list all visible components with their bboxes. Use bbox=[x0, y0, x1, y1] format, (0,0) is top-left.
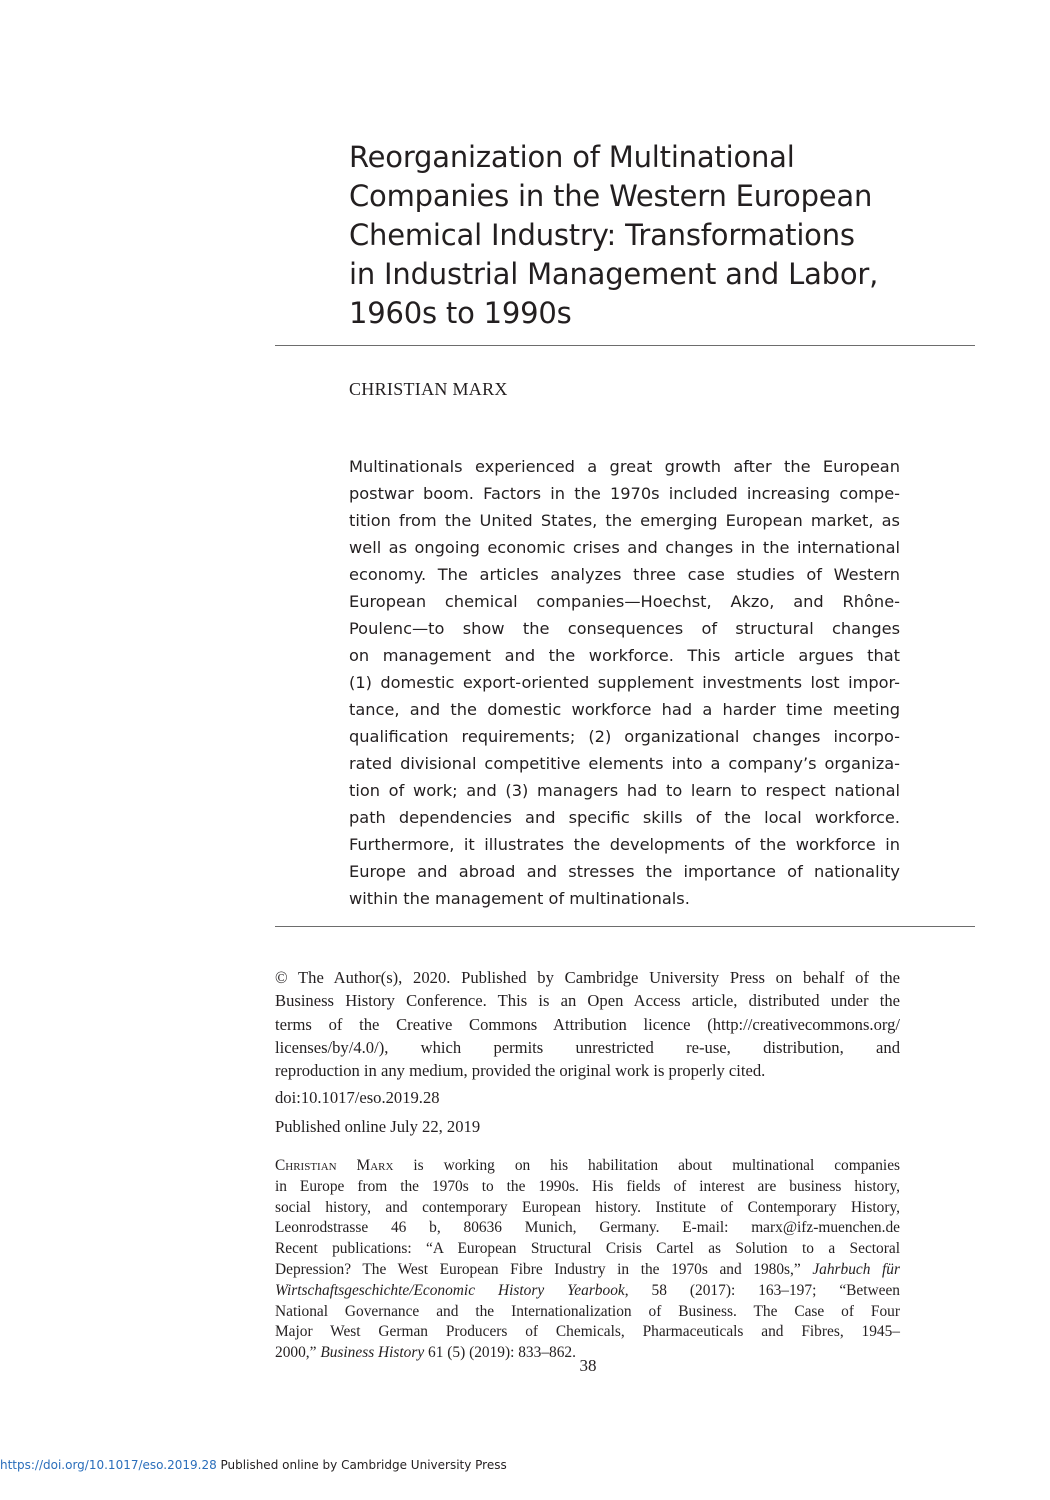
title-line: Companies in the Western European bbox=[349, 179, 873, 213]
bio-text: Depression? The West European Fibre Industry in the 1970s and 1980s,” bbox=[275, 1260, 813, 1278]
abstract-line: within the management of multinationals. bbox=[349, 889, 690, 908]
notice-line: reproduction in any medium, provided the original work is properly cited. bbox=[275, 1061, 766, 1081]
bio-text: is working on his habilitation about multinational companies bbox=[393, 1157, 901, 1174]
bio-text: , 58 (2017): 163–197; “Between bbox=[624, 1281, 900, 1299]
bio-line: social history, and contemporary European history. Institute of Contemporary History, bbox=[275, 1198, 900, 1216]
bio-text: 61 (5) (2019): 833–862. bbox=[424, 1344, 576, 1362]
title-line: 1960s to 1990s bbox=[349, 296, 572, 330]
notice-line: Business History Conference. This is an Open Access article, distributed under the bbox=[275, 991, 900, 1011]
abstract-line: well as ongoing economic crises and changes in the international bbox=[349, 538, 900, 557]
publication-date: Published online July 22, 2019 bbox=[275, 1117, 481, 1136]
article-title bbox=[349, 138, 949, 333]
notice-line: terms of the Creative Commons Attribution licence (http://creativecommons.org/ bbox=[275, 1014, 900, 1034]
abstract-divider bbox=[275, 926, 975, 927]
author-bio bbox=[275, 1156, 900, 1364]
bio-line bbox=[275, 1156, 900, 1177]
journal-title: Jahrbuch für bbox=[812, 1260, 900, 1278]
abstract-line: postwar boom. Factors in the 1970s included increasing compe- bbox=[349, 484, 900, 503]
abstract-line: Poulenc—to show the consequences of structural changes bbox=[349, 619, 900, 638]
abstract-line: Europe and abroad and stresses the importance of nationality bbox=[349, 862, 900, 881]
abstract-line: tion of work; and (3) managers had to learn to respect national bbox=[349, 781, 900, 800]
journal-title: Business History bbox=[320, 1344, 425, 1362]
doi-link[interactable]: https://doi.org/10.1017/eso.2019.28 bbox=[0, 1458, 217, 1472]
page-number: 38 bbox=[579, 1356, 597, 1375]
abstract-line: rated divisional competitive elements into a company’s organiza- bbox=[349, 754, 900, 773]
title-line: Reorganization of Multinational bbox=[349, 140, 795, 174]
bio-line: Major West German Producers of Chemicals, Pharmaceuticals and Fibres, 1945– bbox=[275, 1323, 900, 1341]
abstract-line: path dependencies and specific skills of the local workforce. bbox=[349, 808, 900, 827]
title-divider bbox=[275, 345, 975, 346]
bio-line bbox=[275, 1260, 900, 1281]
bio-line: National Governance and the Internationalization of Business. The Case of Four bbox=[275, 1302, 900, 1320]
abstract-line: European chemical companies—Hoechst, Akzo, and Rhône- bbox=[349, 592, 900, 611]
abstract-line: Multinationals experienced a great growth after the European bbox=[349, 457, 900, 476]
abstract-line: economy. The articles analyzes three case studies of Western bbox=[349, 565, 900, 584]
bio-line bbox=[275, 1281, 900, 1302]
footer-text: Published online by Cambridge University Press bbox=[216, 1458, 507, 1472]
title-line: in Industrial Management and Labor, bbox=[349, 257, 879, 291]
notice-line: © The Author(s), 2020. Published by Cambridge University Press on behalf of the bbox=[275, 968, 900, 987]
copyright-notice bbox=[275, 966, 900, 1082]
abstract-line: qualification requirements; (2) organizational changes incorpo- bbox=[349, 727, 900, 746]
article-doi: doi:10.1017/eso.2019.28 bbox=[275, 1088, 440, 1107]
author-name: CHRISTIAN MARX bbox=[349, 379, 508, 399]
abstract-line: Furthermore, it illustrates the developments of the workforce in bbox=[349, 835, 900, 854]
abstract-line: on management and the workforce. This article argues that bbox=[349, 646, 900, 665]
abstract bbox=[349, 453, 900, 912]
bio-text: 2000,” bbox=[275, 1344, 321, 1362]
abstract-line: (1) domestic export-oriented supplement investments lost impor- bbox=[349, 673, 900, 692]
journal-title: Wirtschaftsgeschichte/Economic History Yearbook bbox=[275, 1281, 625, 1299]
abstract-line: tance, and the domestic workforce had a harder time meeting bbox=[349, 700, 900, 719]
bio-line: in Europe from the 1970s to the 1990s. His fields of interest are business history, bbox=[275, 1177, 900, 1195]
bio-line: Recent publications: “A European Structural Crisis Cartel as Solution to a Sectoral bbox=[275, 1240, 900, 1258]
bio-line: Leonrodstrasse 46 b, 80636 Munich, Germany. E-mail: marx@ifz-muenchen.de bbox=[275, 1219, 900, 1237]
title-line: Chemical Industry: Transformations bbox=[349, 218, 855, 252]
notice-line: licenses/by/4.0/), which permits unrestricted re-use, distribution, and bbox=[275, 1037, 900, 1057]
bio-author-name: Christian Marx bbox=[275, 1157, 394, 1174]
footer bbox=[0, 1458, 507, 1472]
abstract-line: tition from the United States, the emerging European market, as bbox=[349, 511, 900, 530]
